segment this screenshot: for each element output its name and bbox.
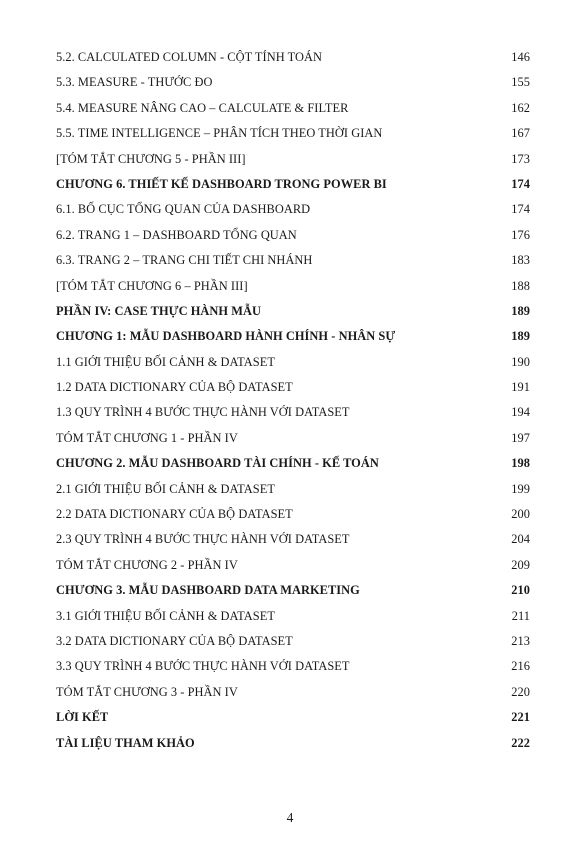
toc-entry-title: 3.2 DATA DICTIONARY CỦA BỘ DATASET xyxy=(56,633,293,648)
toc-entry-page: 174 xyxy=(511,202,530,217)
toc-entry xyxy=(56,324,530,349)
toc-entry xyxy=(56,375,530,400)
toc-entry-page: 162 xyxy=(511,100,530,115)
toc-entry-page: 189 xyxy=(511,329,530,344)
toc-entry-title: 6.1. BỐ CỤC TỔNG QUAN CỦA DASHBOARD xyxy=(56,202,311,217)
toc-entry xyxy=(56,274,530,299)
toc-entry-page: 183 xyxy=(511,253,530,268)
toc-entry-page: 213 xyxy=(511,633,530,648)
toc-entry xyxy=(56,680,530,705)
toc-entry-title: 2.3 QUY TRÌNH 4 BƯỚC THỰC HÀNH VỚI DATASET xyxy=(56,532,350,547)
toc-entry-title: 1.1 GIỚI THIỆU BỐI CẢNH & DATASET xyxy=(56,354,275,369)
toc-entry xyxy=(56,553,530,578)
toc-entry-title: TÓM TẮT CHƯƠNG 3 - PHẦN IV xyxy=(56,684,238,699)
toc-entry xyxy=(56,121,530,146)
toc-entry-page: 222 xyxy=(511,735,530,750)
toc-entry-page: 194 xyxy=(511,405,530,420)
toc-entry-title: LỜI KẾT xyxy=(56,710,109,725)
toc-entry xyxy=(56,477,530,502)
toc-entry-title: CHƯƠNG 1: MẪU DASHBOARD HÀNH CHÍNH - NHÂN SỰ xyxy=(56,329,396,344)
toc-entry xyxy=(56,731,530,756)
toc-entry xyxy=(56,70,530,95)
toc-entry-title: 6.3. TRANG 2 – TRANG CHI TIẾT CHI NHÁNH xyxy=(56,253,313,268)
toc-entry-page: 199 xyxy=(511,481,530,496)
toc-entry xyxy=(56,654,530,679)
toc-entry-title: 2.2 DATA DICTIONARY CỦA BỘ DATASET xyxy=(56,507,293,522)
toc-entry-page: 204 xyxy=(511,532,530,547)
toc-entry-page: 209 xyxy=(511,557,530,572)
toc-entry xyxy=(56,604,530,629)
toc-entry-page: 216 xyxy=(511,659,530,674)
toc-entry-title: 6.2. TRANG 1 – DASHBOARD TỔNG QUAN xyxy=(56,227,297,242)
toc-entry xyxy=(56,147,530,172)
toc-entry xyxy=(56,527,530,552)
toc-entry-page: 146 xyxy=(511,50,530,64)
toc-entry-title: CHƯƠNG 2. MẪU DASHBOARD TÀI CHÍNH - KẾ TOÁN xyxy=(56,456,379,471)
toc-entry-title: [TÓM TẮT CHƯƠNG 6 – PHẦN III] xyxy=(56,278,248,293)
toc-entry-title: PHẦN IV: CASE THỰC HÀNH MẪU xyxy=(56,303,262,318)
table-of-contents xyxy=(56,45,530,756)
toc-entry xyxy=(56,45,530,70)
toc-entry-title: 5.4. MEASURE NÂNG CAO – CALCULATE & FILTER xyxy=(56,100,349,115)
toc-entry xyxy=(56,629,530,654)
toc-entry xyxy=(56,451,530,476)
toc-entry-page: 176 xyxy=(511,227,530,242)
toc-entry-page: 221 xyxy=(511,710,530,725)
toc-entry xyxy=(56,248,530,273)
toc-entry xyxy=(56,350,530,375)
toc-entry-page: 174 xyxy=(511,176,530,191)
toc-entry-title: 3.1 GIỚI THIỆU BỐI CẢNH & DATASET xyxy=(56,608,275,623)
toc-entry xyxy=(56,502,530,527)
toc-entry-page: 188 xyxy=(511,278,530,293)
toc-entry-page: 189 xyxy=(511,303,530,318)
toc-entry xyxy=(56,299,530,324)
toc-entry xyxy=(56,400,530,425)
toc-entry-title: CHƯƠNG 6. THIẾT KẾ DASHBOARD TRONG POWER BI xyxy=(56,176,387,191)
toc-entry-page: 155 xyxy=(511,75,530,90)
toc-entry-title: 5.5. TIME INTELLIGENCE – PHÂN TÍCH THEO THỜI GIAN xyxy=(56,126,383,141)
toc-entry-page: 191 xyxy=(511,380,530,395)
toc-entry-title: CHƯƠNG 3. MẪU DASHBOARD DATA MARKETING xyxy=(56,583,360,598)
toc-entry xyxy=(56,578,530,603)
toc-entry-title: TÓM TẮT CHƯƠNG 2 - PHẦN IV xyxy=(56,557,238,572)
toc-entry xyxy=(56,197,530,222)
toc-entry xyxy=(56,96,530,121)
toc-entry-page: 190 xyxy=(511,354,530,369)
toc-entry-page: 198 xyxy=(511,456,530,471)
toc-entry-title: TÓM TẮT CHƯƠNG 1 - PHẦN IV xyxy=(56,430,238,445)
toc-entry-title: 2.1 GIỚI THIỆU BỐI CẢNH & DATASET xyxy=(56,481,275,496)
toc-entry xyxy=(56,223,530,248)
toc-entry-page: 210 xyxy=(511,583,530,598)
toc-entry-page: 200 xyxy=(511,507,530,522)
toc-entry-page: 167 xyxy=(511,126,530,141)
toc-entry-title: TÀI LIỆU THAM KHẢO xyxy=(56,735,195,750)
page-number: 4 xyxy=(286,810,294,825)
toc-entry xyxy=(56,172,530,197)
toc-entry-page: 220 xyxy=(511,684,530,699)
toc-entry-page: 173 xyxy=(511,151,530,166)
toc-entry-page: 211 xyxy=(511,608,530,623)
toc-entry-title: 1.3 QUY TRÌNH 4 BƯỚC THỰC HÀNH VỚI DATASET xyxy=(56,405,350,420)
toc-entry xyxy=(56,426,530,451)
toc-entry-title: 5.3. MEASURE - THƯỚC ĐO xyxy=(56,75,213,90)
toc-entry-title: 3.3 QUY TRÌNH 4 BƯỚC THỰC HÀNH VỚI DATASET xyxy=(56,659,350,674)
toc-entry xyxy=(56,705,530,730)
toc-entry-page: 197 xyxy=(511,430,530,445)
toc-entry-title: 5.2. CALCULATED COLUMN - CỘT TÍNH TOÁN xyxy=(56,50,323,64)
toc-entry-title: 1.2 DATA DICTIONARY CỦA BỘ DATASET xyxy=(56,380,293,395)
toc-entry-title: [TÓM TẮT CHƯƠNG 5 - PHẦN III] xyxy=(56,151,246,166)
